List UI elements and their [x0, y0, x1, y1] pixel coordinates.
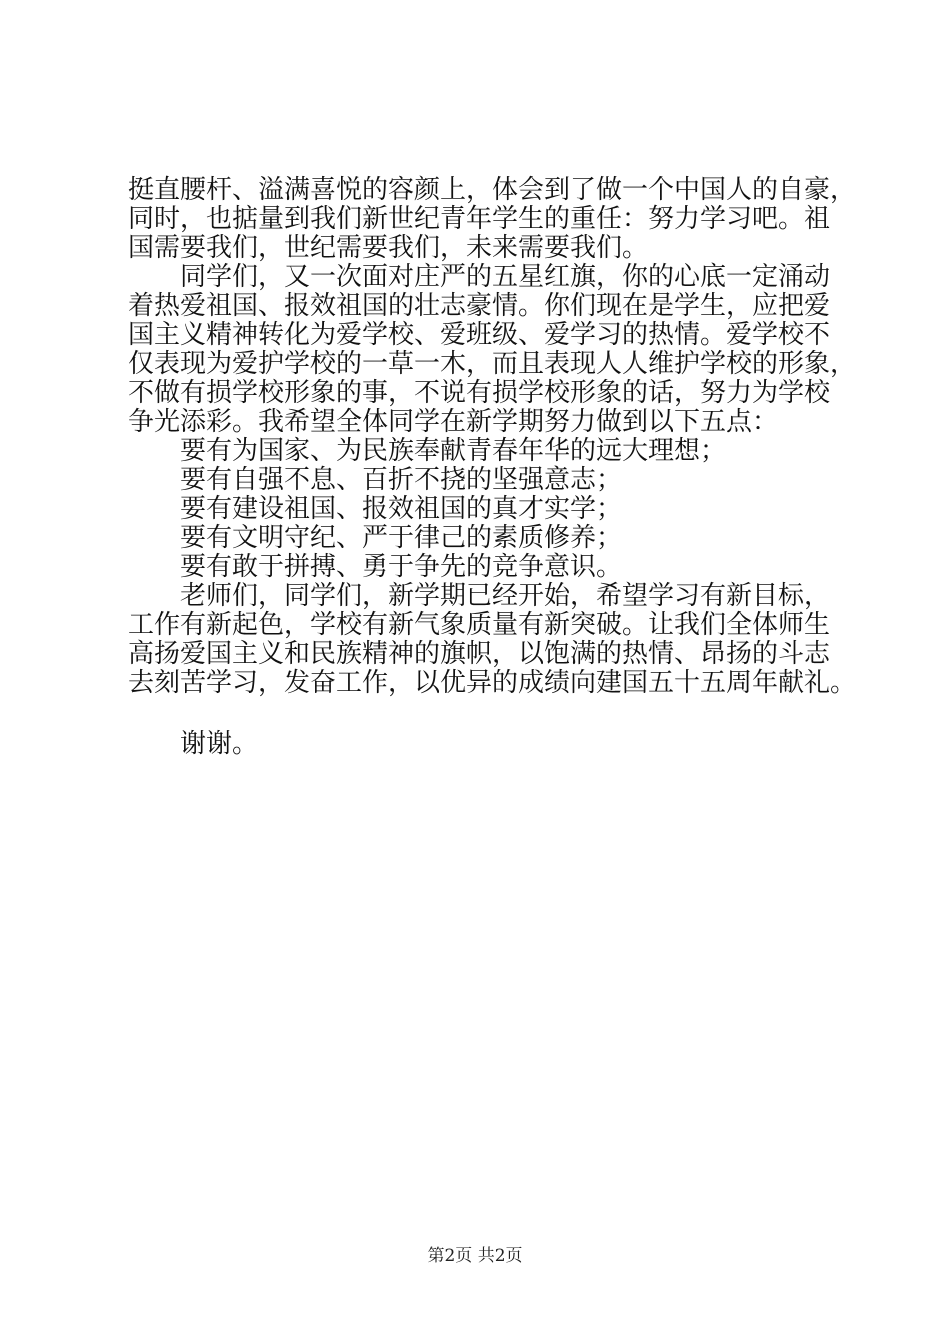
text-line: 争光添彩。我希望全体同学在新学期努力做到以下五点：: [128, 407, 779, 437]
text-line: 仅表现为爱护学校的一草一木，而且表现人人维护学校的形象，: [128, 349, 857, 379]
paragraph-gap: [128, 698, 848, 730]
list-item: 要有建设祖国、报效祖国的真才实学；: [180, 494, 623, 524]
list-item: 要有文明守纪、严于律己的素质修养；: [180, 523, 623, 553]
closing-line: 谢谢。: [180, 729, 259, 759]
list-item: 要有自强不息、百折不挠的坚强意志；: [180, 465, 623, 495]
text-line: 去刻苦学习，发奋工作，以优异的成绩向建国五十五周年献礼。: [128, 668, 857, 698]
text-line: 高扬爱国主义和民族精神的旗帜，以饱满的热情、昂扬的斗志: [128, 639, 831, 669]
text-line: 老师们，同学们，新学期已经开始，希望学习有新目标，: [180, 581, 831, 611]
text-line: 着热爱祖国、报效祖国的壮志豪情。你们现在是学生，应把爱: [128, 291, 831, 321]
text-line: 同学们，又一次面对庄严的五星红旗，你的心底一定涌动: [180, 262, 831, 292]
text-line: 挺直腰杆、溢满喜悦的容颜上，体会到了做一个中国人的自豪，: [128, 175, 857, 205]
list-item: 要有为国家、为民族奉献青春年华的远大理想；: [180, 436, 727, 466]
page-number-label: 第2页 共2页: [427, 1246, 523, 1266]
text-line: 不做有损学校形象的事，不说有损学校形象的话，努力为学校: [128, 378, 831, 408]
text-line: 国主义精神转化为爱学校、爱班级、爱学习的热情。爱学校不: [128, 320, 831, 350]
text-line: 同时，也掂量到我们新世纪青年学生的重任：努力学习吧。祖: [128, 204, 831, 234]
text-line: 国需要我们，世纪需要我们，未来需要我们。: [128, 233, 649, 263]
document-body: [128, 175, 857, 759]
page-footer: [0, 1245, 950, 1267]
text-line: 工作有新起色，学校有新气象质量有新突破。让我们全体师生: [128, 610, 831, 640]
list-item: 要有敢于拼搏、勇于争先的竞争意识。: [180, 552, 623, 582]
